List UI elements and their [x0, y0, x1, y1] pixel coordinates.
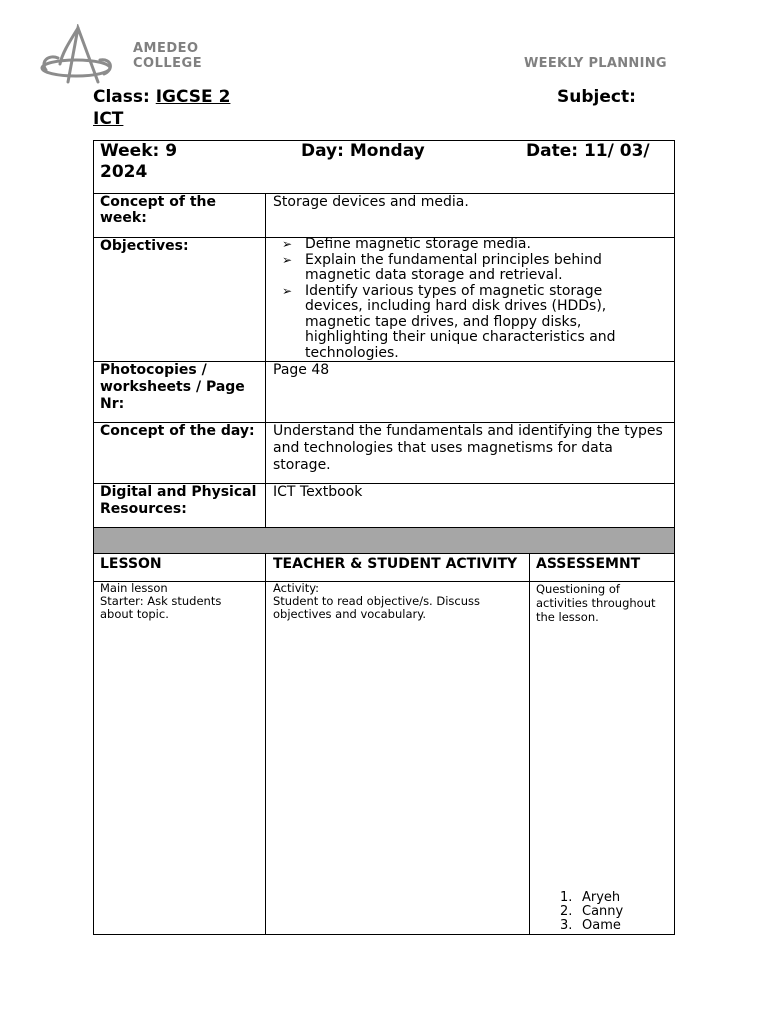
concept-day-label: Concept of the day: [100, 423, 255, 439]
list-item: 3. Oame [560, 918, 621, 933]
activity-cell: Activity: Student to read objective/s. Discuss objectives and vocabulary. [273, 581, 481, 621]
week-number: Week: 9 2024 [100, 141, 178, 182]
lesson-cell: Main lesson Starter: Ask students about topic. [100, 581, 222, 621]
column-header-activity: TEACHER & STUDENT ACTIVITY [273, 556, 518, 572]
objectives-label: Objectives: [100, 238, 189, 254]
column-header-assessment: ASSESSEMNT [536, 556, 641, 572]
class-value-line2: ICT [93, 109, 124, 129]
list-item: 1. Aryeh [560, 890, 621, 905]
list-item: ➢ Explain the fundamental principles behind magnetic data storage and retrieval. [282, 251, 602, 283]
class-field: Class: IGCSE 2 ICT [93, 87, 231, 129]
photocopies-value: Page 48 [273, 362, 330, 378]
section-divider-band [94, 528, 674, 553]
day-field: Day: Monday [301, 141, 425, 161]
photocopies-label: Photocopies / worksheets / Page Nr: [100, 362, 245, 412]
concept-day-value: Understand the fundamentals and identifying the types and technologies that uses magnetisms for data storage. [273, 423, 663, 473]
class-value: IGCSE 2 [155, 87, 231, 107]
concept-week-value: Storage devices and media. [273, 194, 469, 210]
list-item: 2. Canny [560, 904, 624, 919]
arrowhead-bullet-icon: ➢ [282, 237, 293, 251]
list-item: ➢ Define magnetic storage media. [282, 236, 531, 252]
date-field: Date: 11/ 03/ [526, 141, 650, 161]
document-type: WEEKLY PLANNING [524, 56, 667, 71]
assessment-cell: Questioning of activities throughout the lesson. [536, 582, 656, 624]
college-name: AMEDEO COLLEGE [133, 41, 203, 71]
list-item: ➢ Identify various types of magnetic storage devices, including hard disk drives (HDDs), magnetic tape drives, and floppy disks, highlighting their unique characteristics and technologies. [282, 282, 616, 361]
resources-value: ICT Textbook [273, 484, 363, 500]
arrowhead-bullet-icon: ➢ [282, 283, 293, 298]
amedeo-college-logo-icon [38, 24, 116, 86]
student-names-list [560, 891, 623, 933]
objectives-list [282, 237, 662, 361]
resources-label: Digital and Physical Resources: [100, 484, 257, 517]
column-header-lesson: LESSON [100, 556, 162, 572]
concept-week-label: Concept of the week: [100, 194, 216, 226]
arrowhead-bullet-icon: ➢ [282, 252, 293, 267]
subject-field: Subject: [557, 87, 636, 107]
